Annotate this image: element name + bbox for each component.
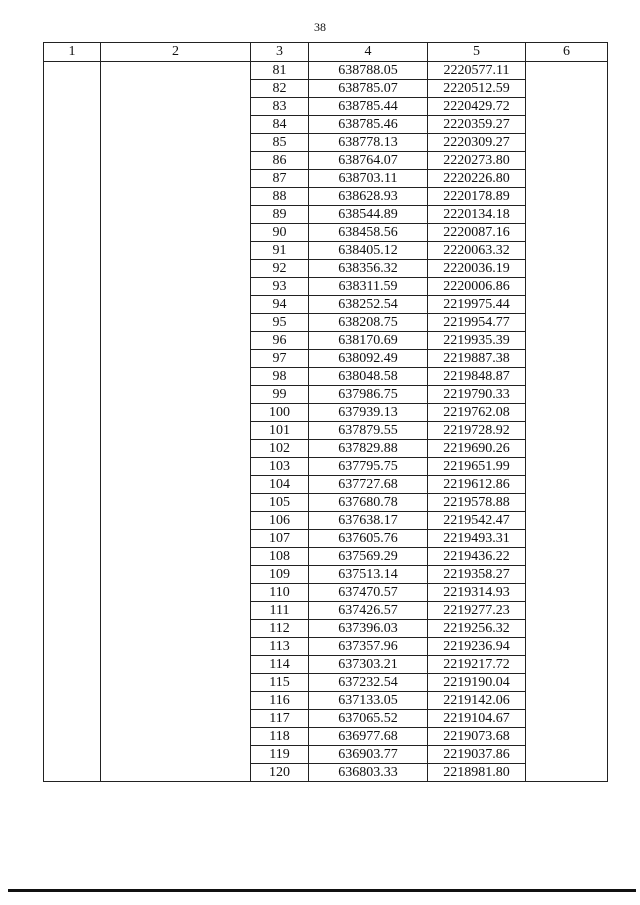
x-coordinate-cell: 636803.33 (309, 764, 428, 782)
x-coordinate-cell: 638628.93 (309, 188, 428, 206)
bottom-rule (8, 889, 636, 892)
y-coordinate-cell: 2220087.16 (428, 224, 526, 242)
x-coordinate-cell: 638703.11 (309, 170, 428, 188)
point-number-cell: 114 (251, 656, 309, 674)
point-number-cell: 88 (251, 188, 309, 206)
y-coordinate-cell: 2219690.26 (428, 440, 526, 458)
y-coordinate-cell: 2219236.94 (428, 638, 526, 656)
x-coordinate-cell: 637133.05 (309, 692, 428, 710)
cell-col-2-empty (101, 62, 251, 782)
y-coordinate-cell: 2219190.04 (428, 674, 526, 692)
x-coordinate-cell: 637795.75 (309, 458, 428, 476)
x-coordinate-cell: 637569.29 (309, 548, 428, 566)
y-coordinate-cell: 2219277.23 (428, 602, 526, 620)
y-coordinate-cell: 2219887.38 (428, 350, 526, 368)
point-number-cell: 109 (251, 566, 309, 584)
x-coordinate-cell: 637939.13 (309, 404, 428, 422)
point-number-cell: 112 (251, 620, 309, 638)
point-number-cell: 87 (251, 170, 309, 188)
y-coordinate-cell: 2219217.72 (428, 656, 526, 674)
coordinates-table (43, 42, 608, 782)
point-number-cell: 116 (251, 692, 309, 710)
point-number-cell: 115 (251, 674, 309, 692)
point-number-cell: 120 (251, 764, 309, 782)
header-col-6: 6 (526, 43, 608, 62)
y-coordinate-cell: 2220036.19 (428, 260, 526, 278)
point-number-cell: 107 (251, 530, 309, 548)
x-coordinate-cell: 638252.54 (309, 296, 428, 314)
x-coordinate-cell: 636977.68 (309, 728, 428, 746)
point-number-cell: 101 (251, 422, 309, 440)
y-coordinate-cell: 2219790.33 (428, 386, 526, 404)
point-number-cell: 100 (251, 404, 309, 422)
x-coordinate-cell: 638778.13 (309, 134, 428, 152)
table-row (44, 62, 608, 80)
y-coordinate-cell: 2219256.32 (428, 620, 526, 638)
x-coordinate-cell: 637232.54 (309, 674, 428, 692)
cell-col-1-empty (44, 62, 101, 782)
point-number-cell: 81 (251, 62, 309, 80)
y-coordinate-cell: 2220309.27 (428, 134, 526, 152)
y-coordinate-cell: 2219436.22 (428, 548, 526, 566)
y-coordinate-cell: 2219975.44 (428, 296, 526, 314)
point-number-cell: 105 (251, 494, 309, 512)
y-coordinate-cell: 2219314.93 (428, 584, 526, 602)
x-coordinate-cell: 637879.55 (309, 422, 428, 440)
point-number-cell: 98 (251, 368, 309, 386)
y-coordinate-cell: 2218981.80 (428, 764, 526, 782)
point-number-cell: 113 (251, 638, 309, 656)
point-number-cell: 96 (251, 332, 309, 350)
table-header-row (44, 43, 608, 62)
x-coordinate-cell: 637303.21 (309, 656, 428, 674)
x-coordinate-cell: 637357.96 (309, 638, 428, 656)
x-coordinate-cell: 637605.76 (309, 530, 428, 548)
x-coordinate-cell: 638785.46 (309, 116, 428, 134)
cell-col-6-empty (526, 62, 608, 782)
x-coordinate-cell: 638785.07 (309, 80, 428, 98)
x-coordinate-cell: 637680.78 (309, 494, 428, 512)
x-coordinate-cell: 638311.59 (309, 278, 428, 296)
x-coordinate-cell: 638405.12 (309, 242, 428, 260)
x-coordinate-cell: 637986.75 (309, 386, 428, 404)
x-coordinate-cell: 637513.14 (309, 566, 428, 584)
y-coordinate-cell: 2219954.77 (428, 314, 526, 332)
point-number-cell: 119 (251, 746, 309, 764)
y-coordinate-cell: 2219651.99 (428, 458, 526, 476)
point-number-cell: 104 (251, 476, 309, 494)
y-coordinate-cell: 2219935.39 (428, 332, 526, 350)
point-number-cell: 84 (251, 116, 309, 134)
x-coordinate-cell: 638458.56 (309, 224, 428, 242)
point-number-cell: 118 (251, 728, 309, 746)
point-number-cell: 108 (251, 548, 309, 566)
x-coordinate-cell: 637470.57 (309, 584, 428, 602)
point-number-cell: 82 (251, 80, 309, 98)
y-coordinate-cell: 2219037.86 (428, 746, 526, 764)
x-coordinate-cell: 638356.32 (309, 260, 428, 278)
x-coordinate-cell: 637426.57 (309, 602, 428, 620)
x-coordinate-cell: 637727.68 (309, 476, 428, 494)
point-number-cell: 85 (251, 134, 309, 152)
x-coordinate-cell: 636903.77 (309, 746, 428, 764)
x-coordinate-cell: 637638.17 (309, 512, 428, 530)
y-coordinate-cell: 2219073.68 (428, 728, 526, 746)
y-coordinate-cell: 2220134.18 (428, 206, 526, 224)
point-number-cell: 111 (251, 602, 309, 620)
x-coordinate-cell: 638208.75 (309, 314, 428, 332)
y-coordinate-cell: 2220512.59 (428, 80, 526, 98)
y-coordinate-cell: 2220006.86 (428, 278, 526, 296)
point-number-cell: 99 (251, 386, 309, 404)
point-number-cell: 117 (251, 710, 309, 728)
x-coordinate-cell: 638092.49 (309, 350, 428, 368)
x-coordinate-cell: 637829.88 (309, 440, 428, 458)
header-col-2: 2 (101, 43, 251, 62)
x-coordinate-cell: 638170.69 (309, 332, 428, 350)
point-number-cell: 102 (251, 440, 309, 458)
point-number-cell: 93 (251, 278, 309, 296)
point-number-cell: 95 (251, 314, 309, 332)
x-coordinate-cell: 638785.44 (309, 98, 428, 116)
header-col-3: 3 (251, 43, 309, 62)
x-coordinate-cell: 637396.03 (309, 620, 428, 638)
y-coordinate-cell: 2219762.08 (428, 404, 526, 422)
page-number: 38 (314, 20, 326, 34)
point-number-cell: 94 (251, 296, 309, 314)
point-number-cell: 97 (251, 350, 309, 368)
y-coordinate-cell: 2219358.27 (428, 566, 526, 584)
y-coordinate-cell: 2219493.31 (428, 530, 526, 548)
point-number-cell: 91 (251, 242, 309, 260)
y-coordinate-cell: 2220359.27 (428, 116, 526, 134)
y-coordinate-cell: 2220577.11 (428, 62, 526, 80)
point-number-cell: 90 (251, 224, 309, 242)
y-coordinate-cell: 2219612.86 (428, 476, 526, 494)
y-coordinate-cell: 2220063.32 (428, 242, 526, 260)
y-coordinate-cell: 2219542.47 (428, 512, 526, 530)
point-number-cell: 106 (251, 512, 309, 530)
x-coordinate-cell: 638764.07 (309, 152, 428, 170)
point-number-cell: 89 (251, 206, 309, 224)
x-coordinate-cell: 638788.05 (309, 62, 428, 80)
y-coordinate-cell: 2219578.88 (428, 494, 526, 512)
x-coordinate-cell: 638048.58 (309, 368, 428, 386)
header-col-5: 5 (428, 43, 526, 62)
header-col-4: 4 (309, 43, 428, 62)
point-number-cell: 92 (251, 260, 309, 278)
y-coordinate-cell: 2220273.80 (428, 152, 526, 170)
y-coordinate-cell: 2219104.67 (428, 710, 526, 728)
y-coordinate-cell: 2220178.89 (428, 188, 526, 206)
y-coordinate-cell: 2219728.92 (428, 422, 526, 440)
y-coordinate-cell: 2219142.06 (428, 692, 526, 710)
point-number-cell: 103 (251, 458, 309, 476)
y-coordinate-cell: 2219848.87 (428, 368, 526, 386)
point-number-cell: 110 (251, 584, 309, 602)
y-coordinate-cell: 2220429.72 (428, 98, 526, 116)
header-col-1: 1 (44, 43, 101, 62)
point-number-cell: 83 (251, 98, 309, 116)
x-coordinate-cell: 637065.52 (309, 710, 428, 728)
y-coordinate-cell: 2220226.80 (428, 170, 526, 188)
point-number-cell: 86 (251, 152, 309, 170)
x-coordinate-cell: 638544.89 (309, 206, 428, 224)
